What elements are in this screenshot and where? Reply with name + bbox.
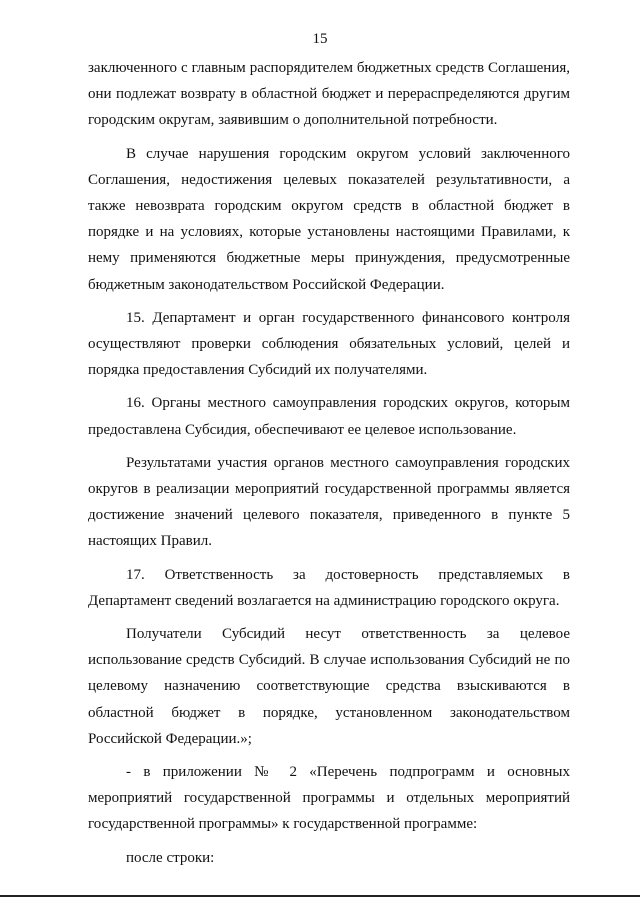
paragraph-appendix-2: - в приложении № 2 «Перечень подпрограмм и основных мероприятий государственной программы и отдельных мероприятий государственной программы» к государственной программе: (88, 764, 570, 833)
page-number: 15 (312, 31, 328, 47)
paragraph-item-16: 16. Органы местного самоуправления городских округов, которым предоставлена Субсидия, обеспечивают ее целевое использование. (88, 395, 570, 438)
paragraph-results: Результатами участия органов местного самоуправления городских округов в реализации мероприятий государственной программы является достижение значений целевого показателя, приведенного в пункте 5 настоящих Правил. (88, 454, 570, 550)
paragraph-item-17: 17. Ответственность за достоверность представляемых в Департамент сведений возлагается на администрацию городского округа. (88, 566, 570, 609)
bottom-scan-edge (0, 895, 640, 897)
paragraph-recipients-responsibility: Получатели Субсидий несут ответственность за целевое использование средств Субсидий. В случае использования Субсидий не по целевому назначению соответствующие средства взыскиваются в областной бюджет в порядке, установленном законодательством Российской Федерации.»; (88, 626, 570, 747)
document-body (88, 55, 570, 871)
paragraph-violation-measures: В случае нарушения городским округом условий заключенного Соглашения, недостижения целевых показателей результативности, а также невозврата городским округом средств в областной бюджет в порядке и на условиях, которые установлены настоящими Правилами, к нему применяются бюджетные меры принуждения, предусмотренные бюджетным законодательством Российской Федерации. (88, 145, 570, 293)
paragraph-continuation: заключенного с главным распорядителем бюджетных средств Соглашения, они подлежат возврату в областной бюджет и перераспределяются другим городским округам, заявившим о дополнительной потребности. (88, 60, 570, 129)
paragraph-item-15: 15. Департамент и орган государственного финансового контроля осуществляют проверки соблюдения обязательных условий, целей и порядка предоставления Субсидий их получателями. (88, 309, 570, 379)
paragraph-after-row: после строки: (126, 849, 215, 866)
